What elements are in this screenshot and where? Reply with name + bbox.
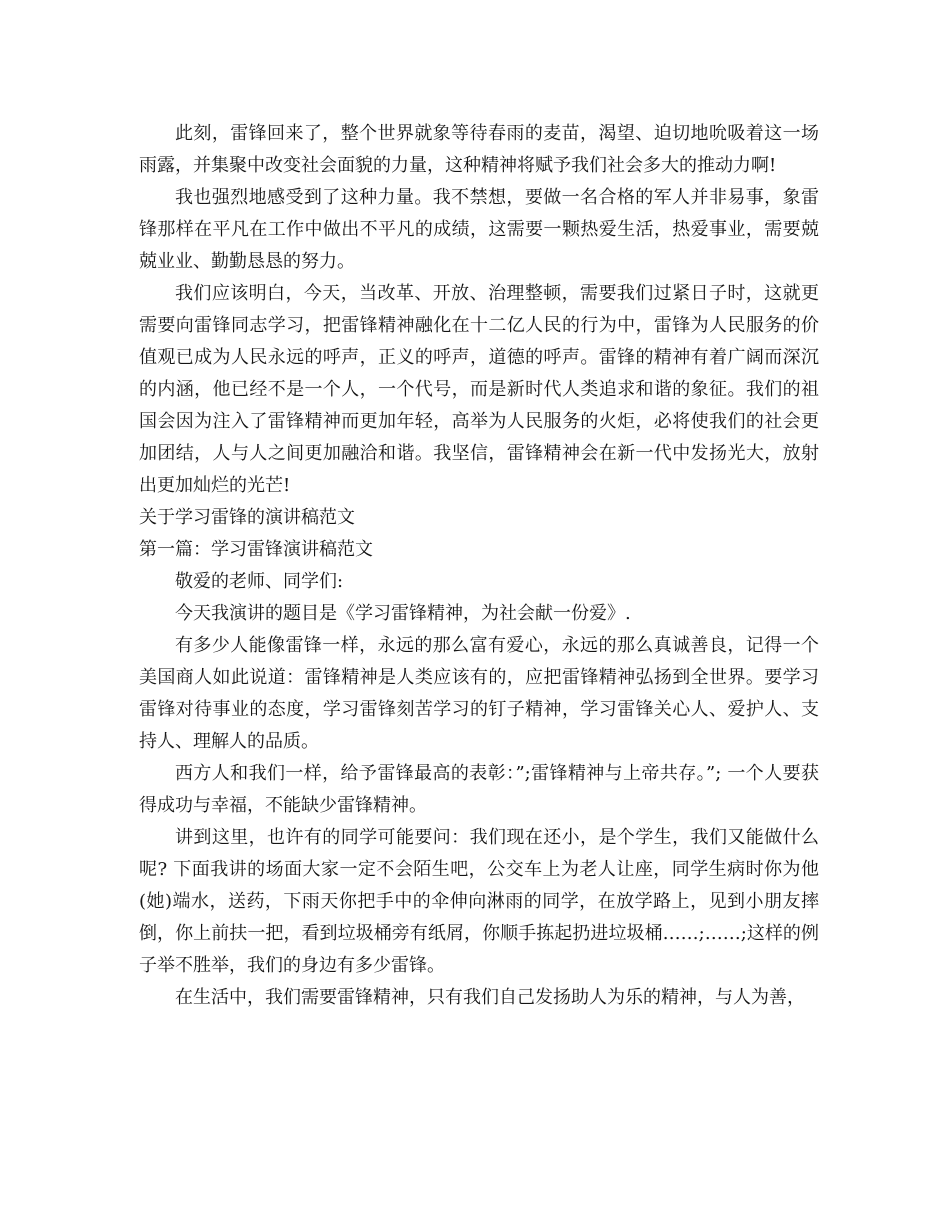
body-paragraph: 讲到这里，也许有的同学可能要问：我们现在还小，是个学生，我们又能做什么呢? 下面我讲的场面大家一定不会陌生吧，公交车上为老人让座，同学生病时你为他(她)端水，送药，下雨天你把手中的伞伸向淋雨的同学，在放学路上，见到小朋友摔倒，你上前扶一把，看到垃圾桶旁有纸屑，你顺手拣起扔进垃圾桶……;……;这样的例子举不胜举，我们的身边有多少雷锋。	[139, 827, 819, 976]
body-paragraph: 有多少人能像雷锋一样，永远的那么富有爱心，永远的那么真诚善良，记得一个美国商人如此说道：雷锋精神是人类应该有的，应把雷锋精神弘扬到全世界。要学习雷锋对待事业的态度，学习雷锋刻苦学习的钉子精神，学习雷锋关心人、爱护人、支持人、理解人的品质。	[139, 635, 819, 752]
body-paragraph: 我也强烈地感受到了这种力量。我不禁想，要做一名合格的军人并非易事，象雷锋那样在平凡在工作中做出不平凡的成绩，这需要一颗热爱生活，热爱事业，需要兢兢业业、勤勤恳恳的努力。	[139, 187, 819, 272]
document-page	[139, 118, 819, 1014]
body-paragraph: 我们应该明白，今天，当改革、开放、治理整顿，需要我们过紧日子时，这就更需要向雷锋同志学习，把雷锋精神融化在十二亿人民的行为中，雷锋为人民服务的价值观已成为人民永远的呼声，正义的呼声，道德的呼声。雷锋的精神有着广阔而深沉的内涵，他已经不是一个人，一个代号，而是新时代人类追求和谐的象征。我们的祖国会因为注入了雷锋精神而更加年轻，高举为人民服务的火炬，必将使我们的社会更加团结，人与人之间更加融洽和谐。我坚信，雷锋精神会在新一代中发扬光大，放射出更加灿烂的光芒!	[139, 283, 819, 496]
body-paragraph: 在生活中，我们需要雷锋精神，只有我们自己发扬助人为乐的精神，与人为善，	[175, 987, 805, 1008]
salutation: 敬爱的老师、同学们:	[175, 571, 344, 592]
body-paragraph: 今天我演讲的题目是《学习雷锋精神，为社会献一份爱》.	[175, 603, 631, 624]
body-paragraph: 此刻，雷锋回来了，整个世界就象等待春雨的麦苗，渴望、迫切地吮吸着这一场雨露，并集聚中改变社会面貌的力量，这种精神将赋予我们社会多大的推动力啊!	[139, 123, 819, 176]
section-title: 关于学习雷锋的演讲稿范文	[139, 507, 355, 528]
body-paragraph: 西方人和我们一样，给予雷锋最高的表彰：”;雷锋精神与上帝共存。”; 一个人要获得成功与幸福，不能缺少雷锋精神。	[139, 763, 819, 816]
article-title: 第一篇：学习雷锋演讲稿范文	[139, 539, 373, 560]
